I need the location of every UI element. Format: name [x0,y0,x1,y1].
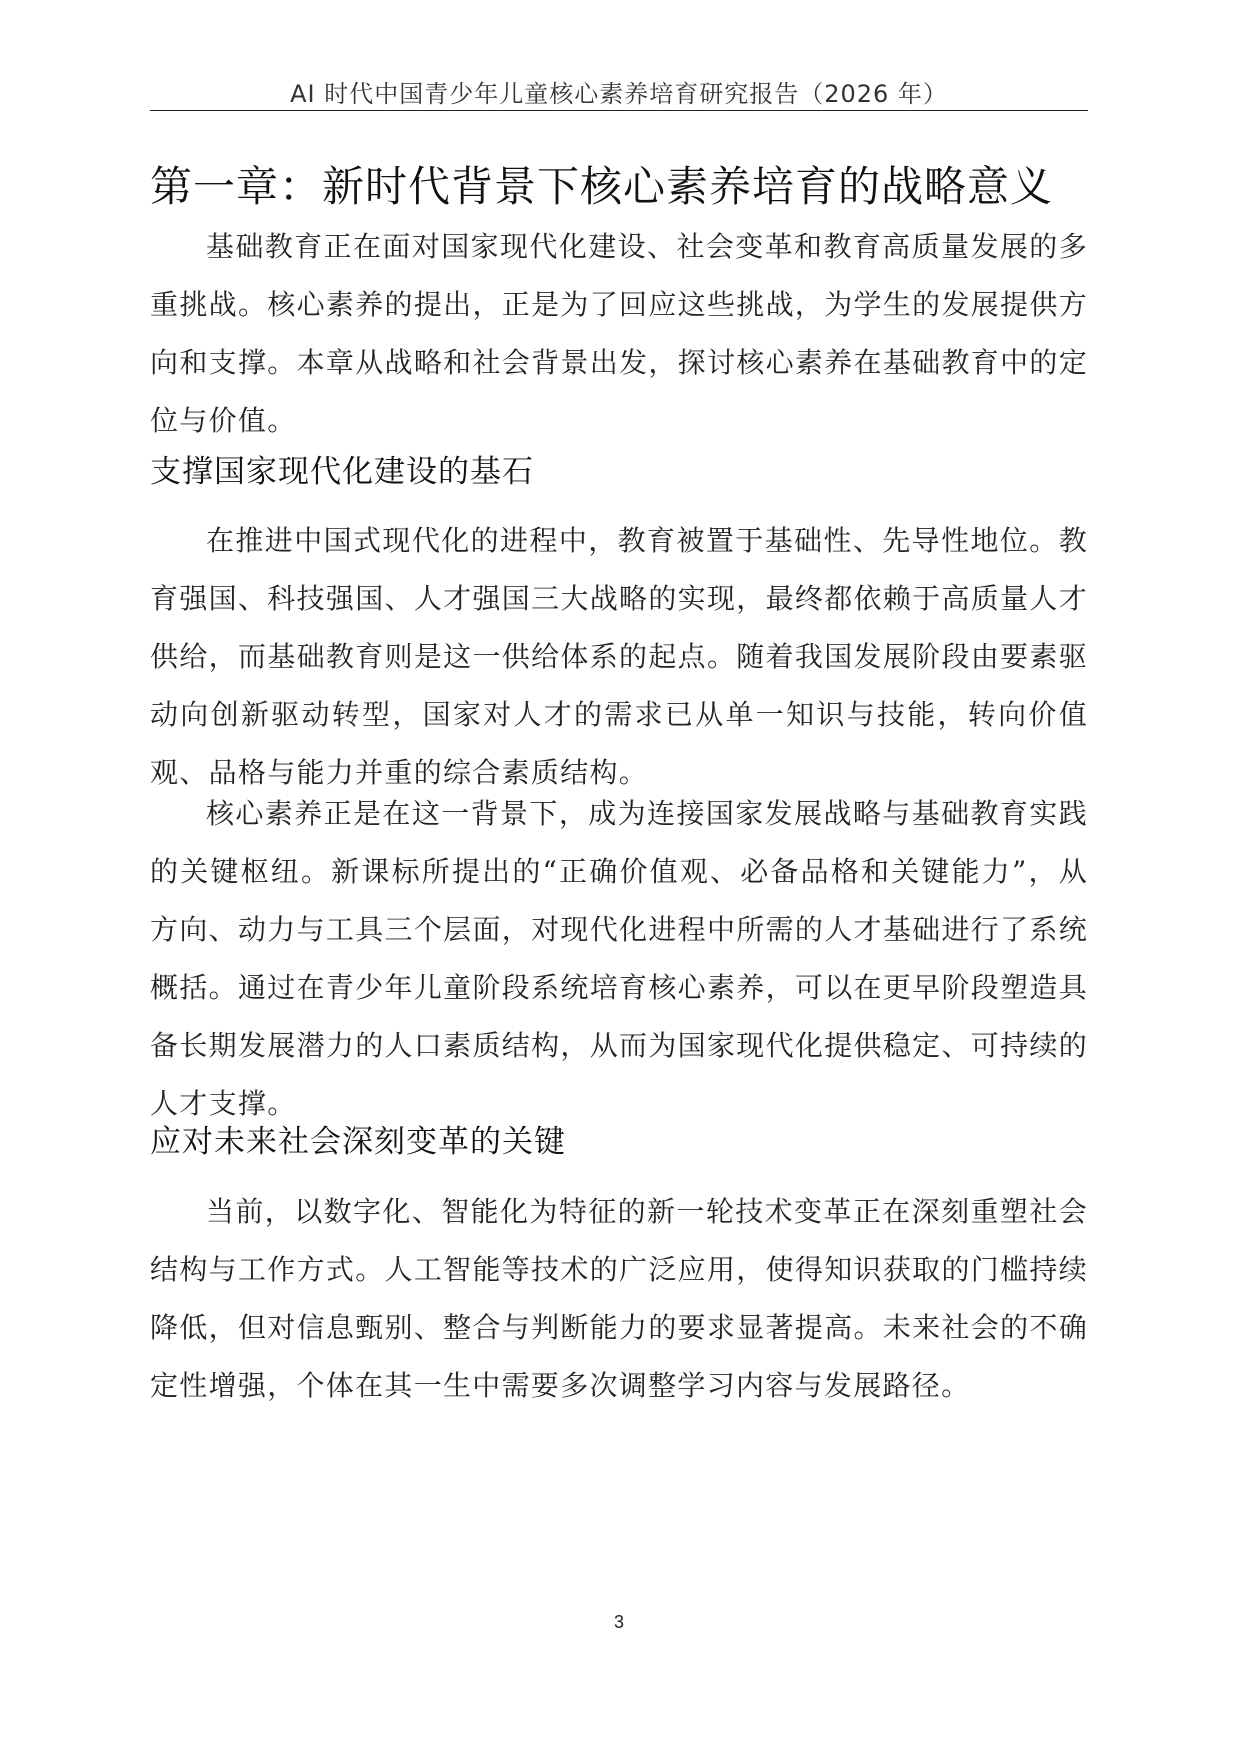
running-header: AI 时代中国青少年儿童核心素养培育研究报告（2026 年） [290,80,948,108]
section-title: 应对未来社会深刻变革的关键 [150,1124,566,1160]
section-title: 支撑国家现代化建设的基石 [150,454,534,490]
body-paragraph: 在推进中国式现代化的进程中，教育被置于基础性、先导性地位。教育强国、科技强国、人才强国三大战略的实现，最终都依赖于高质量人才供给，而基础教育则是这一供给体系的起点。随着我国发展阶段由要素驱动向创新驱动转型，国家对人才的需求已从单一知识与技能，转向价值观、品格与能力并重的综合素质结构。 [150,524,1088,789]
chapter-intro-paragraph: 基础教育正在面对国家现代化建设、社会变革和教育高质量发展的多重挑战。核心素养的提出，正是为了回应这些挑战，为学生的发展提供方向和支撑。本章从战略和社会背景出发，探讨核心素养在基础教育中的定位与价值。 [150,230,1088,437]
chapter-title: 第一章：新时代背景下核心素养培育的战略意义 [150,162,1054,211]
body-paragraph: 核心素养正是在这一背景下，成为连接国家发展战略与基础教育实践的关键枢纽。新课标所提出的“正确价值观、必备品格和关键能力”，从方向、动力与工具三个层面，对现代化进程中所需的人才基础进行了系统概括。通过在青少年儿童阶段系统培育核心素养，可以在更早阶段塑造具备长期发展潜力的人口素质结构，从而为国家现代化提供稳定、可持续的人才支撑。 [150,797,1088,1120]
page-number: 3 [613,1612,624,1632]
header-divider [150,110,1088,111]
body-paragraph: 当前，以数字化、智能化为特征的新一轮技术变革正在深刻重塑社会结构与工作方式。人工智能等技术的广泛应用，使得知识获取的门槛持续降低，但对信息甄别、整合与判断能力的要求显著提高。未来社会的不确定性增强，个体在其一生中需要多次调整学习内容与发展路径。 [150,1195,1088,1402]
